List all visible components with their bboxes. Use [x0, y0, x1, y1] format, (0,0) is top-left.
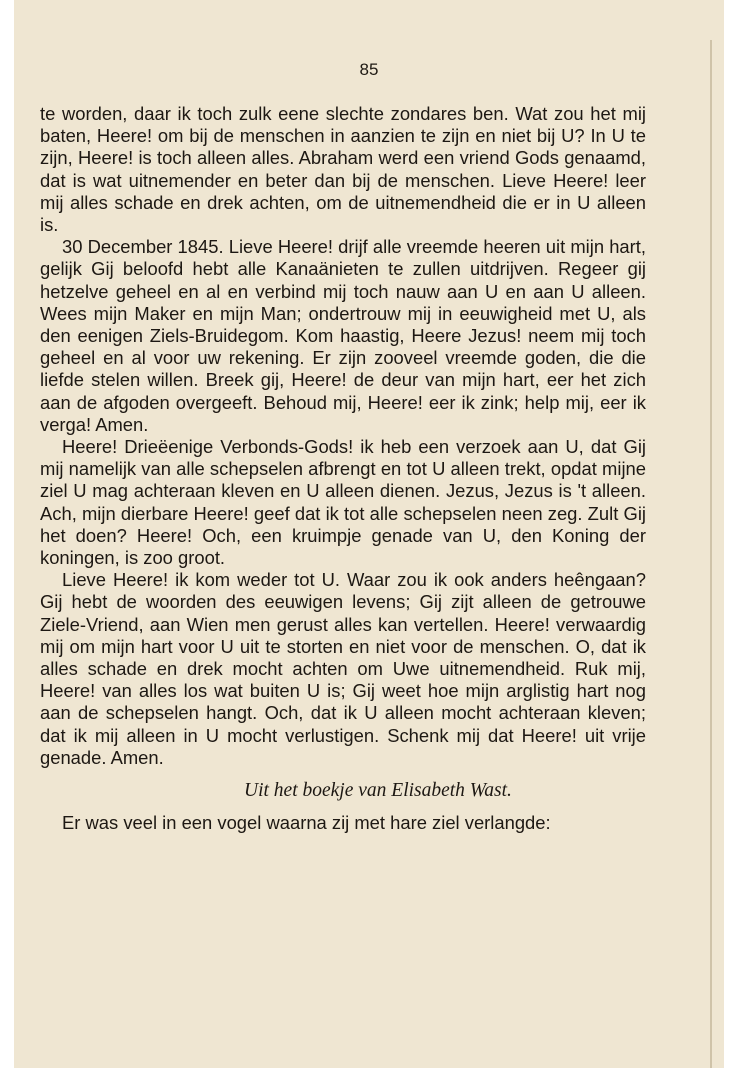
paragraph-vogel: Er was veel in een vogel waarna zij met hare ziel verlangde:	[62, 812, 551, 834]
body-text	[40, 103, 646, 835]
paragraph-heere-drieeenige: Heere! Drieëenige Verbonds-Gods! ik heb een verzoek aan U, dat Gij mij namelijk van alle schepselen afbrengt en tot U alleen trekt, opdat mijne ziel U mag achteraan kleven en U alleen dienen. Jezus, Jezus is 't alleen. Ach, mijn dierbare Heere! geef dat ik tot alle schepselen neen zeg. Zult Gij het doen? Heere! Och, een kruimpje genade van U, den Koning der koningen, is zoo groot.	[40, 436, 646, 569]
page-edge	[710, 40, 712, 1068]
book-page	[14, 0, 724, 1068]
paragraph-lieve-heere: Lieve Heere! ik kom weder tot U. Waar zou ik ook anders heêngaan? Gij hebt de woorden des eeuwigen levens; Gij zijt alleen de getrouwe Ziele-Vriend, aan Wien men gerust alles kan vertellen. Heere! verwaardig mij om mijn hart voor U uit te storten en niet voor de menschen. O, dat ik alles schade en drek mocht achten om Uwe uitnemendheid. Ruk mij, Heere! van alles los wat buiten U is; Gij weet hoe mijn arglistig hart nog aan de schepselen hangt. Och, dat ik U alleen mocht achteraan kleven; dat ik mij alleen in U mocht verlustigen. Schenk mij dat Heere! uit vrije genade. Amen.	[40, 569, 646, 768]
page-number: 85	[359, 60, 379, 79]
paragraph-continuation: te worden, daar ik toch zulk eene slechte zondares ben. Wat zou het mij baten, Heere! om bij de menschen in aanzien te zijn en niet bij U? In U te zijn, Heere! is toch alleen alles. Abraham werd een vriend Gods genaamd, dat is wat uitnemender en beter dan bij de menschen. Lieve Heere! leer mij alles schade en drek achten, om de uitnemendheid die er in U alleen is.	[40, 103, 646, 236]
paragraph-december-1845: 30 December 1845. Lieve Heere! drijf alle vreemde heeren uit mijn hart, gelijk Gij beloofd hebt alle Kanaänieten te zullen uitdrijven. Regeer gij hetzelve geheel en al en verbind mij toch nauw aan U en aan U alleen. Wees mijn Maker en mijn Man; ondertrouw mij in eeuwigheid met U, als den eenigen Ziels-Bruidegom. Kom haastig, Heere Jezus! neem mij toch geheel en al voor uw rekening. Er zijn zooveel vreemde goden, die die liefde stelen willen. Breek gij, Heere! de deur van mijn hart, eer het zich aan de afgoden overgeeft. Behoud mij, Heere! eer ik zink; help mij, eer ik verga! Amen.	[40, 236, 646, 435]
source-attribution: Uit het boekje van Elisabeth Wast.	[244, 780, 512, 802]
